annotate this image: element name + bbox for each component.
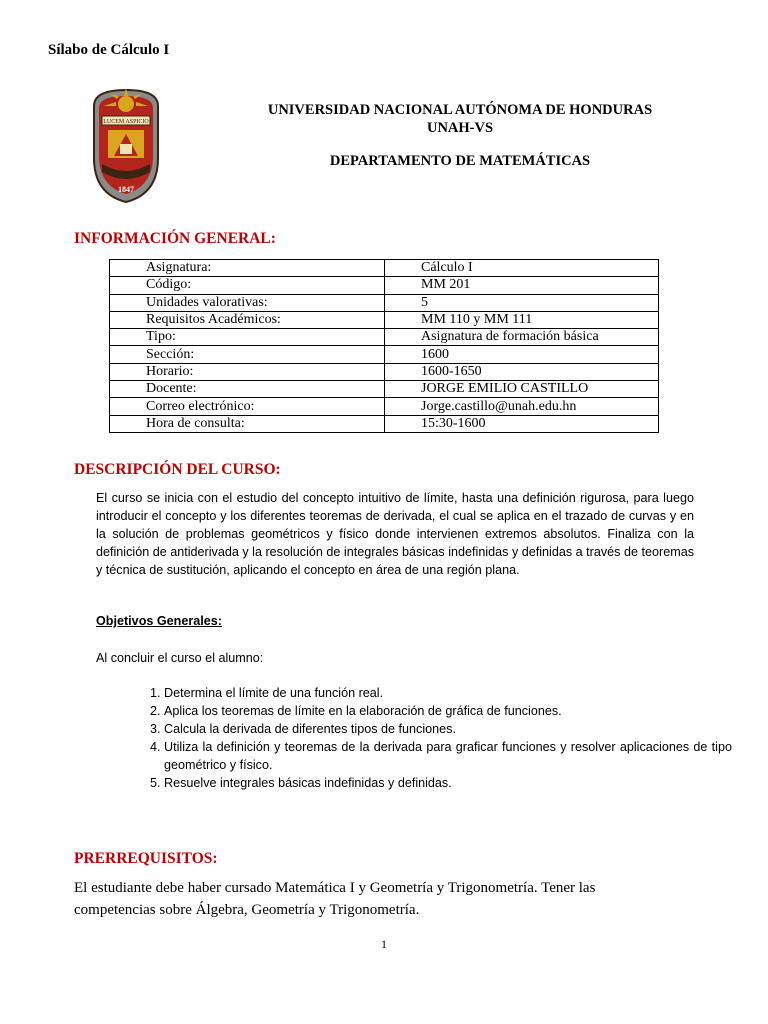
general-info-heading: INFORMACIÓN GENERAL: xyxy=(74,230,276,247)
campus-name: UNAH-VS xyxy=(426,120,494,136)
table-cell-value: 1600-1650 xyxy=(385,363,659,380)
general-info-table xyxy=(109,259,659,433)
list-item: 2. Aplica los teoremas de límite en la elaboración de gráfica de funciones. xyxy=(164,702,732,720)
objectives-list xyxy=(126,684,732,792)
table-row xyxy=(110,311,659,328)
description-text: El curso se inicia con el estudio del concepto intuitivo de límite, hasta una definición rigurosa, para luego introducir el concepto y los diferentes teoremas de derivada, el cual se aplica en el trazado de curvas y en la solución de problemas geométricos y físico donde intervienen extremos absolutos. Finaliza con la definición de antiderivada y la resolución de integrales básicas indefinidas y definidas a través de teoremas y técnica de sustitución, aplicando el concepto en área de una región plana. xyxy=(96,491,694,577)
department-name: DEPARTAMENTO DE MATEMÁTICAS xyxy=(329,153,591,169)
document-title: Sílabo de Cálculo I xyxy=(48,42,170,58)
table-cell-value: MM 201 xyxy=(385,277,659,294)
table-cell-key: Tipo: xyxy=(110,329,385,346)
table-cell-value: MM 110 y MM 111 xyxy=(385,311,659,328)
list-item: 5. Resuelve integrales básicas indefinidas y definidas. xyxy=(164,774,732,792)
table-cell-key: Hora de consulta: xyxy=(110,415,385,432)
table-row xyxy=(110,346,659,363)
table-cell-key: Docente: xyxy=(110,381,385,398)
table-row xyxy=(110,294,659,311)
page-number: 1 xyxy=(381,937,387,951)
seal-motto: LUCEM ASPICIO xyxy=(103,119,149,125)
list-item: 4. Utiliza la definición y teoremas de la derivada para graficar funciones y resolver aplicaciones de tipo geométrico y físico. xyxy=(164,738,732,774)
table-cell-key: Asignatura: xyxy=(110,260,385,277)
list-item: 1. Determina el límite de una función real. xyxy=(164,684,732,702)
seal-year: 1847 xyxy=(118,185,134,194)
table-cell-key: Código: xyxy=(110,277,385,294)
table-row xyxy=(110,415,659,432)
table-row xyxy=(110,381,659,398)
table-row xyxy=(110,260,659,277)
table-cell-value: Jorge.castillo@unah.edu.hn xyxy=(385,398,659,415)
table-cell-key: Requisitos Académicos: xyxy=(110,311,385,328)
objectives-title: Objetivos Generales: xyxy=(96,614,222,628)
table-row xyxy=(110,329,659,346)
university-seal xyxy=(90,86,162,204)
description-heading: DESCRIPCIÓN DEL CURSO: xyxy=(74,461,281,478)
table-cell-value: 5 xyxy=(385,294,659,311)
table-cell-key: Unidades valorativas: xyxy=(110,294,385,311)
objectives-intro: Al concluir el curso el alumno: xyxy=(96,651,264,665)
table-cell-value: Cálculo I xyxy=(385,260,659,277)
prerequisites-heading: PRERREQUISITOS: xyxy=(74,850,218,867)
table-row xyxy=(110,398,659,415)
table-cell-value: 1600 xyxy=(385,346,659,363)
list-item: 3. Calcula la derivada de diferentes tipos de funciones. xyxy=(164,720,732,738)
table-cell-key: Horario: xyxy=(110,363,385,380)
prerequisites-text: El estudiante debe haber cursado Matemática I y Geometría y Trigonometría. Tener las competencias sobre Álgebra, Geometría y Trigonometría. xyxy=(74,880,596,918)
table-row xyxy=(110,277,659,294)
university-name: UNIVERSIDAD NACIONAL AUTÓNOMA DE HONDURAS xyxy=(267,102,653,118)
table-cell-key: Correo electrónico: xyxy=(110,398,385,415)
table-cell-key: Sección: xyxy=(110,346,385,363)
table-cell-value: Asignatura de formación básica xyxy=(385,329,659,346)
table-cell-value: 15:30-1600 xyxy=(385,415,659,432)
table-cell-value: JORGE EMILIO CASTILLO xyxy=(385,381,659,398)
table-row xyxy=(110,363,659,380)
